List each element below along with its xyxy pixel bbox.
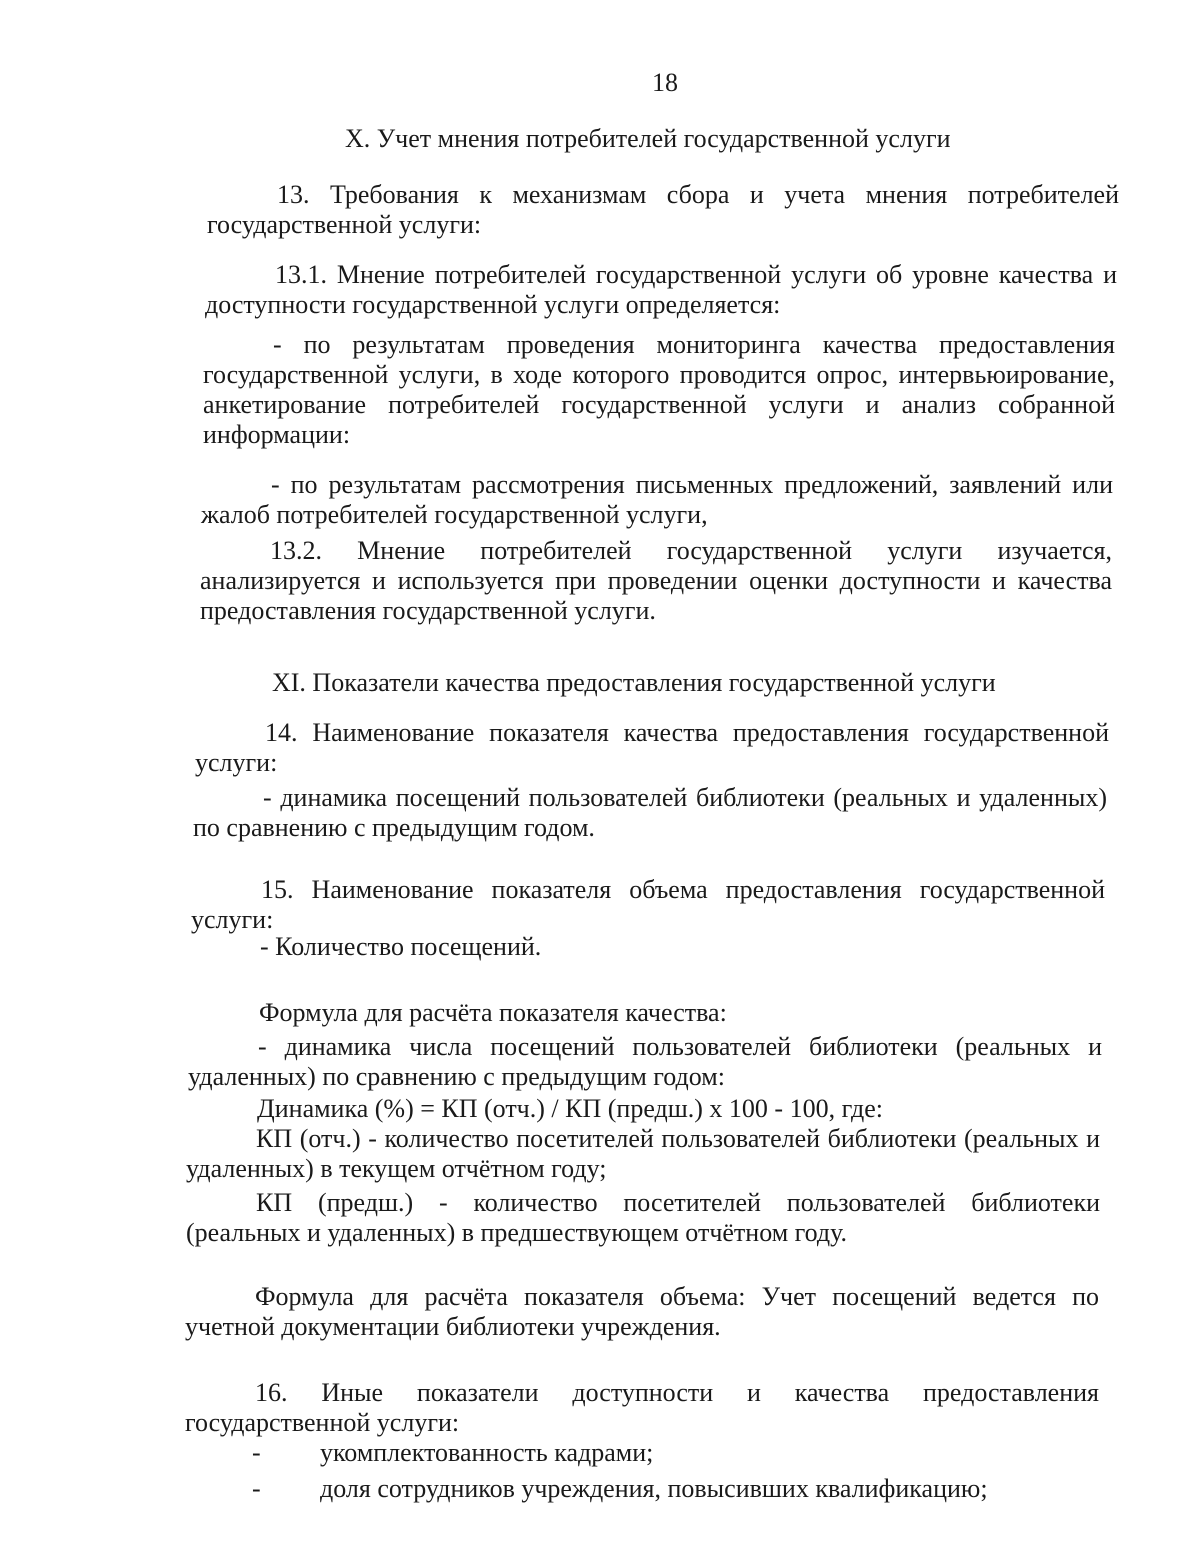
list-item-text: укомплектованность кадрами; (320, 1438, 654, 1467)
paragraph-15-a: - Количество посещений. (260, 932, 542, 961)
formula-volume: Формула для расчёта показателя объема: Учет посещений ведется по учетной документации библиотеки учреждения. (185, 1282, 1099, 1341)
section-x-title: X. Учет мнения потребителей государственной услуги (345, 124, 951, 153)
paragraph-14-a: - динамика посещений пользователей библиотеки (реальных и удаленных) по сравнению с предыдущим годом. (193, 783, 1107, 842)
list-bullet: - (252, 1438, 261, 1467)
paragraph-14: 14. Наименование показателя качества предоставления государственной услуги: (195, 718, 1109, 777)
list-item (252, 1438, 653, 1468)
page-number: 18 (652, 68, 678, 97)
formula-kp-previous: КП (предш.) - количество посетителей пользователей библиотеки (реальных и удаленных) в предшествующем отчётном году. (186, 1188, 1100, 1247)
paragraph-13-2: 13.2. Мнение потребителей государственной услуги изучается, анализируется и используется при проведении оценки доступности и качества предоставления государственной услуги. (200, 536, 1112, 625)
paragraph-13-1: 13.1. Мнение потребителей государственной услуги об уровне качества и доступности государственной услуги определяется: (205, 260, 1117, 319)
paragraph-13: 13. Требования к механизмам сбора и учета мнения потребителей государственной услуги: (207, 180, 1119, 239)
formula-quality-dynamics: - динамика числа посещений пользователей библиотеки (реальных и удаленных) по сравнению с предыдущим годом: (188, 1032, 1102, 1091)
formula-kp-current: КП (отч.) - количество посетителей пользователей библиотеки (реальных и удаленных) в текущем отчётном году; (186, 1124, 1100, 1183)
paragraph-13-1-a: - по результатам проведения мониторинга качества предоставления государственной услуги, в ходе которого проводится опрос, интервьюирование, анкетирование потребителей государственной услуги и анализ собранной информации: (203, 330, 1115, 449)
formula-quality-equation: Динамика (%) = КП (отч.) / КП (предш.) х 100 - 100, где: (257, 1094, 883, 1123)
paragraph-13-1-b: - по результатам рассмотрения письменных предложений, заявлений или жалоб потребителей государственной услуги, (201, 470, 1113, 529)
list-item-text: доля сотрудников учреждения, повысивших квалификацию; (320, 1474, 988, 1503)
section-xi-title: XI. Показатели качества предоставления государственной услуги (272, 668, 996, 697)
list-bullet: - (252, 1474, 261, 1503)
paragraph-16: 16. Иные показатели доступности и качества предоставления государственной услуги: (185, 1378, 1099, 1437)
formula-quality-title: Формула для расчёта показателя качества: (259, 998, 727, 1027)
paragraph-15: 15. Наименование показателя объема предоставления государственной услуги: (191, 875, 1105, 934)
list-item (252, 1474, 988, 1504)
